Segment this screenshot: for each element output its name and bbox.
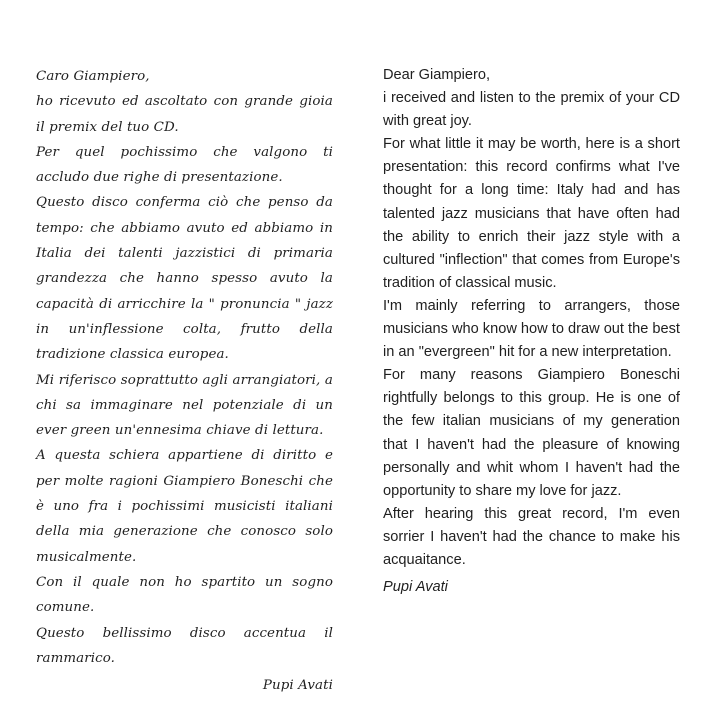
english-paragraph: i received and listen to the premix of your CD with great joy. bbox=[383, 90, 680, 130]
italian-paragraph: Questo bellissimo disco accentua il rammarico. bbox=[36, 625, 333, 666]
italian-paragraph: Questo disco conferma ciò che penso da tempo: che abbiamo avuto ed abbiamo in Italia dei talenti jazzistici di primaria grandezza che hanno spesso avuto la capacità di arricchire la " pronuncia " jazz in un'inflessione colta, frutto della tradizione classica europea. bbox=[36, 195, 333, 363]
english-paragraph: I'm mainly referring to arrangers, those musicians who know how to draw out the best in an "evergreen" hit for a new interpretation. bbox=[383, 297, 680, 361]
italian-paragraph: Con il quale non ho spartito un sogno comune. bbox=[36, 574, 333, 616]
italian-paragraph: Mi riferisco soprattutto agli arrangiatori, a chi sa immaginare nel potenziale di un ever green un'ennesima chiave di lettura. bbox=[36, 372, 333, 439]
english-paragraph: For many reasons Giampiero Boneschi rightfully belongs to this group. He is one of the few italian musicians of my generation that I haven't had the pleasure of knowing personally and whit whom I haven't had the opportunity to share my love for jazz. bbox=[383, 367, 680, 499]
english-letter bbox=[383, 64, 680, 599]
italian-signature: Pupi Avati bbox=[262, 678, 333, 694]
italian-letter bbox=[36, 64, 333, 698]
english-paragraph: After hearing this great record, I'm even sorrier I haven't had the chance to make his acquaitance. bbox=[383, 505, 680, 568]
english-paragraph: For what little it may be worth, here is a short presentation: this record confirms what I've thought for a long time: Italy had and has talented jazz musicians that have often had the ability to enrich their jazz style with a cultured "inflection" that comes from Europe's tradition of classical music. bbox=[383, 136, 680, 291]
italian-paragraph: Per quel pochissimo che valgono ti accludo due righe di presentazione. bbox=[36, 144, 333, 186]
italian-paragraph: ho ricevuto ed ascoltato con grande gioia il premix del tuo CD. bbox=[36, 94, 333, 135]
italian-salutation: Caro Giampiero, bbox=[36, 69, 150, 84]
italian-paragraph: A questa schiera appartiene di diritto e per molte ragioni Giampiero Boneschi che è uno fra i pochissimi musicisti italiani della mia generazione che conosco solo musicalmente. bbox=[36, 448, 333, 565]
english-signature: Pupi Avati bbox=[383, 579, 448, 596]
english-salutation: Dear Giampiero, bbox=[383, 67, 491, 83]
